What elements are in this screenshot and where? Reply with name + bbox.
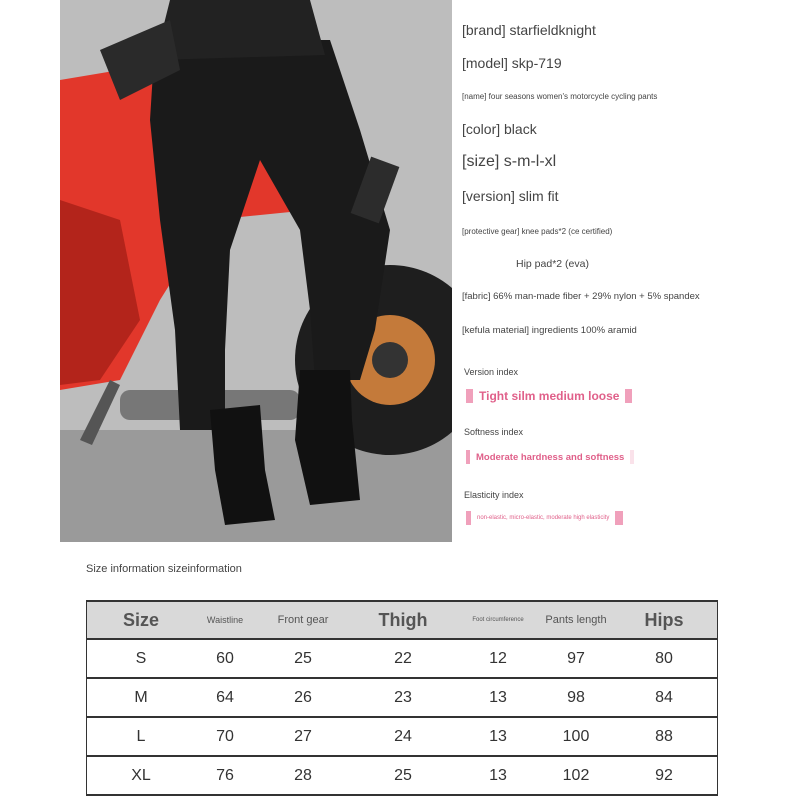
size-table: [86, 600, 718, 796]
product-photo-illustration: [60, 0, 452, 542]
cell-hips: 92: [611, 756, 718, 795]
cell-waistline: 60: [195, 639, 255, 678]
cell-size: L: [87, 717, 196, 756]
version-index-text: Tight silm medium loose: [479, 389, 620, 403]
bar-marker-right: [630, 450, 634, 464]
spec-hip-pad: Hip pad*2 (eva): [516, 258, 589, 270]
bar-marker-left: [466, 389, 473, 403]
cell-pants-length: 100: [541, 717, 611, 756]
cell-hips: 84: [611, 678, 718, 717]
table-row: [87, 639, 718, 678]
softness-index-label: Softness index: [464, 427, 524, 437]
cell-front-gear: 27: [255, 717, 351, 756]
cell-front-gear: 28: [255, 756, 351, 795]
cell-hips: 80: [611, 639, 718, 678]
cell-hips: 88: [611, 717, 718, 756]
cell-waistline: 70: [195, 717, 255, 756]
cell-thigh: 22: [351, 639, 455, 678]
version-index-bar: [466, 389, 632, 403]
elasticity-index-bar: [466, 511, 623, 525]
header-pants-length: Pants length: [541, 601, 611, 639]
spec-protective-gear: [protective gear] knee pads*2 (ce certified): [462, 227, 613, 236]
product-photo: [60, 0, 452, 542]
spec-kefula-material: [kefula material] ingredients 100% aramid: [462, 325, 637, 336]
cell-foot-circumference: 13: [455, 756, 541, 795]
header-hips: Hips: [611, 601, 718, 639]
header-foot-circumference: Foot circumference: [455, 601, 541, 639]
spec-color: [color] black: [462, 121, 537, 137]
cell-thigh: 23: [351, 678, 455, 717]
bar-marker-right: [625, 389, 632, 403]
header-front-gear: Front gear: [255, 601, 351, 639]
bar-marker-right: [615, 511, 623, 525]
cell-size: S: [87, 639, 196, 678]
spec-model: [model] skp-719: [462, 55, 562, 71]
spec-name: [name] four seasons women's motorcycle cycling pants: [462, 92, 658, 101]
spec-version: [version] slim fit: [462, 188, 559, 204]
spec-size: [size] s-m-l-xl: [462, 153, 557, 170]
version-index-label: Version index: [464, 367, 519, 377]
elasticity-index-text: non-elastic, micro-elastic, moderate high elasticity: [477, 515, 610, 521]
header-thigh: Thigh: [351, 601, 455, 639]
cell-front-gear: 25: [255, 639, 351, 678]
cell-front-gear: 26: [255, 678, 351, 717]
cell-waistline: 64: [195, 678, 255, 717]
spec-fabric: [fabric] 66% man-made fiber + 29% nylon + 5% spandex: [462, 291, 700, 302]
cell-pants-length: 98: [541, 678, 611, 717]
cell-foot-circumference: 13: [455, 678, 541, 717]
softness-index-bar: [466, 450, 634, 464]
table-row: [87, 678, 718, 717]
cell-thigh: 25: [351, 756, 455, 795]
cell-pants-length: 102: [541, 756, 611, 795]
spec-brand: [brand] starfieldknight: [462, 22, 596, 38]
cell-size: M: [87, 678, 196, 717]
header-waistline: Waistline: [195, 601, 255, 639]
size-info-title: Size information sizeinformation: [86, 563, 242, 575]
elasticity-index-label: Elasticity index: [464, 490, 524, 500]
cell-foot-circumference: 13: [455, 717, 541, 756]
cell-waistline: 76: [195, 756, 255, 795]
softness-index-text: Moderate hardness and softness: [476, 451, 625, 463]
cell-thigh: 24: [351, 717, 455, 756]
cell-size: XL: [87, 756, 196, 795]
table-row: [87, 717, 718, 756]
table-row: [87, 756, 718, 795]
cell-foot-circumference: 12: [455, 639, 541, 678]
cell-pants-length: 97: [541, 639, 611, 678]
header-size: Size: [87, 601, 196, 639]
size-table-header-row: [87, 601, 718, 639]
